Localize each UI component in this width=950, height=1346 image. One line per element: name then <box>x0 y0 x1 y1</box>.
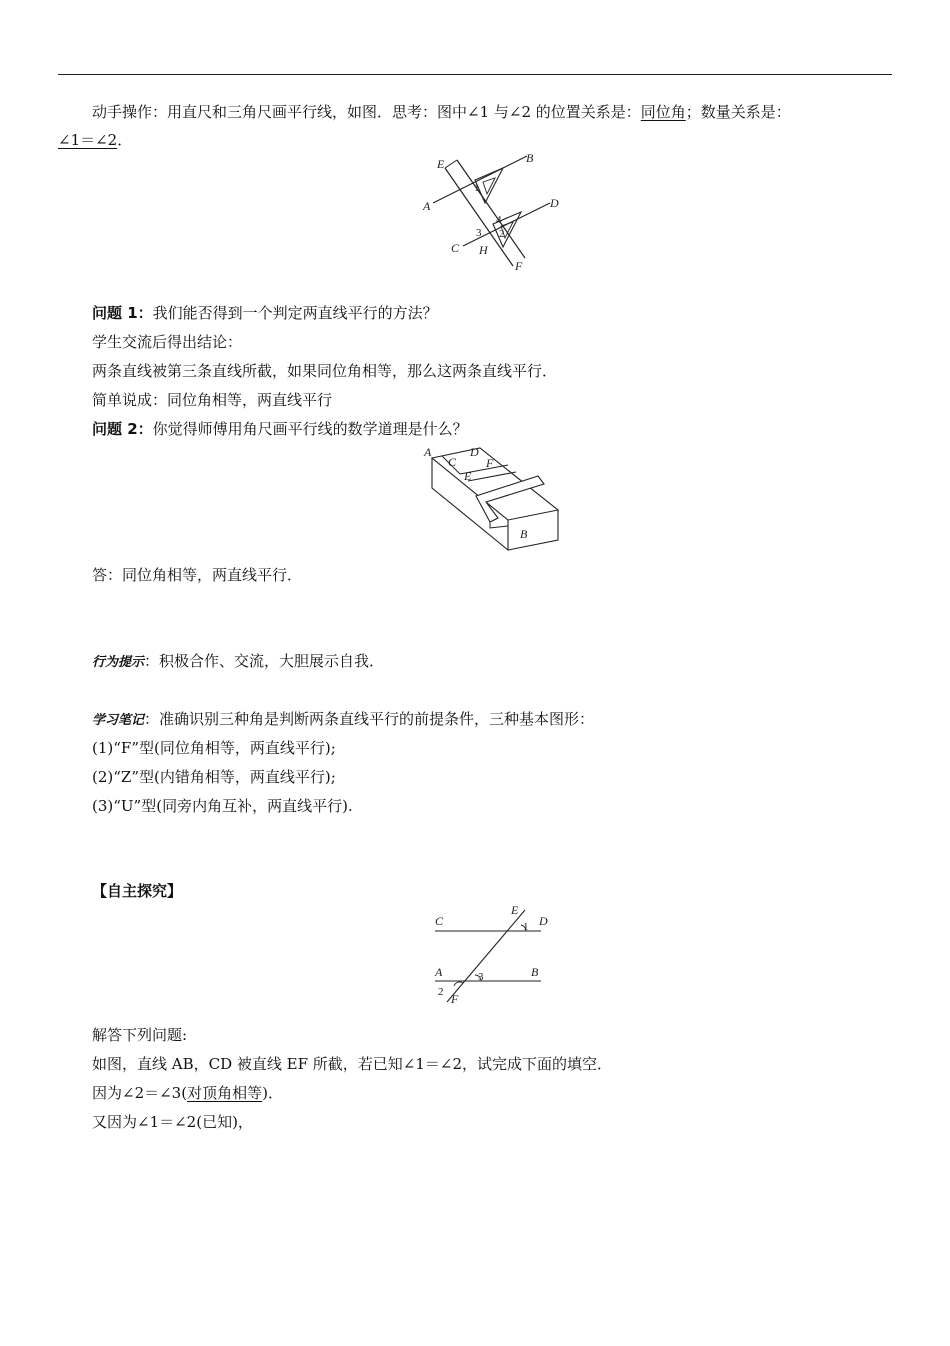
question-2-label: 问题 2： <box>92 420 153 438</box>
answer-position-relation: 同位角 <box>640 103 686 121</box>
notes-text: ：准确识别三种角是判断两条直线平行的前提条件，三种基本图形： <box>144 710 595 728</box>
angle-2: 2 <box>438 986 444 998</box>
period: ． <box>117 131 133 149</box>
solve-intro: 解答下列问题: <box>92 1026 188 1044</box>
solve-problem: 如图，直线 AB，CD 被直线 EF 所截，若已知∠1＝∠2，试完成下面的填空． <box>92 1055 613 1073</box>
label-F: F <box>451 992 459 1006</box>
tip-text: ：积极合作、交流，大胆展示自我． <box>144 652 385 670</box>
question-1 <box>92 303 438 323</box>
label-C: C <box>435 914 444 928</box>
figure-block-square <box>420 440 570 555</box>
question-1-text: 我们能否得到一个判定两直线平行的方法？ <box>152 304 438 322</box>
q1-line2: 学生交流后得出结论： <box>92 333 243 351</box>
label-B: B <box>531 965 539 979</box>
paragraph-operation-line2 <box>58 130 132 150</box>
solve-step-1 <box>92 1083 283 1103</box>
solve-step-2: 又因为∠1＝∠2(已知)， <box>92 1113 253 1131</box>
notes-item: (1)“F”型(同位角相等，两直线平行); <box>92 739 336 757</box>
label-E: E <box>437 157 445 171</box>
notes-item: (2)“Z”型(内错角相等，两直线平行); <box>92 768 336 786</box>
label-C: C <box>451 241 460 255</box>
header-rule <box>58 74 892 75</box>
label-F: F <box>486 456 494 470</box>
operation-text-2: ；数量关系是： <box>685 103 791 121</box>
answer-quantity-relation: ∠1＝∠2 <box>58 131 118 149</box>
label-E: E <box>464 469 472 483</box>
label-A: A <box>435 965 443 979</box>
operation-text: 动手操作：用直尺和三角尺画平行线，如图．思考：图中∠1 与∠2 的位置关系是： <box>92 103 641 121</box>
angle-1: 1 <box>474 182 480 194</box>
label-D: D <box>470 445 479 459</box>
section-heading: 【自主探究】 <box>92 882 183 900</box>
tip-label: 行为提示 <box>92 655 145 670</box>
label-B: B <box>526 151 534 165</box>
answer-vertical-angles: 对顶角相等 <box>187 1084 263 1102</box>
q1-conclusion: 两条直线被第三条直线所截，如果同位角相等，那么这两条直线平行． <box>92 362 558 380</box>
figure-ruler-triangle <box>415 148 575 276</box>
angle-3: 3 <box>478 971 484 983</box>
notes-item: (3)“U”型(同旁内角互补，两直线平行). <box>92 797 353 815</box>
step-1-end: )． <box>262 1084 283 1102</box>
label-H: H <box>479 243 488 257</box>
angle-4: 4 <box>496 214 502 226</box>
label-D: D <box>550 196 559 210</box>
angle-2: 2 <box>499 228 505 240</box>
notes-label: 学习笔记 <box>92 713 145 728</box>
label-A: A <box>424 445 432 459</box>
label-B: B <box>520 527 528 541</box>
question-1-label: 问题 1： <box>92 304 153 322</box>
label-E: E <box>511 903 519 917</box>
angle-1: 1 <box>523 921 529 933</box>
angle-3: 3 <box>476 227 482 239</box>
label-D: D <box>539 914 548 928</box>
question-2 <box>92 419 468 439</box>
study-notes <box>92 709 594 731</box>
paragraph-operation <box>92 102 791 122</box>
label-C: C <box>448 455 457 469</box>
figure-transversal <box>425 900 555 1008</box>
behavior-tip <box>92 651 384 673</box>
question-2-text: 你觉得师傅用角尺画平行线的数学道理是什么？ <box>152 420 468 438</box>
answer-text: 答：同位角相等，两直线平行． <box>92 566 303 584</box>
q1-short: 简单说成：同位角相等，两直线平行 <box>92 391 333 409</box>
label-A: A <box>423 199 431 213</box>
step-1-text: 因为∠2＝∠3( <box>92 1084 188 1102</box>
label-F: F <box>515 259 523 273</box>
